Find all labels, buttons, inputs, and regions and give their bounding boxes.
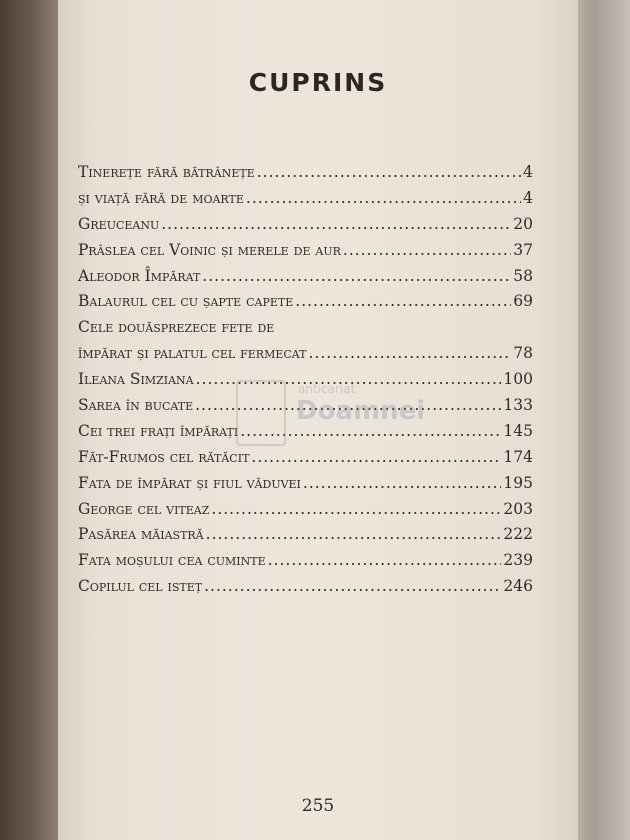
toc-entry-title: Fata de împărat și fiul văduvei <box>78 473 301 492</box>
toc-entry-page: 4 <box>523 188 533 207</box>
dot-leader <box>295 289 511 315</box>
toc-entry-title: George cel viteaz <box>78 499 210 518</box>
dot-leader <box>202 264 511 290</box>
watermark-brand-text: Doamnei <box>296 396 426 426</box>
toc-entry <box>78 289 533 315</box>
toc-entry-title: Sarea în bucate <box>78 396 194 415</box>
toc-entry-title: Fata moșului cea cuminte <box>78 551 266 570</box>
toc-entry <box>78 471 533 497</box>
toc-entry-page: 69 <box>513 292 533 311</box>
toc-entry-page: 100 <box>503 370 533 389</box>
toc-entry-page: 222 <box>503 525 533 544</box>
toc-entry <box>78 341 533 367</box>
table-of-contents <box>78 160 533 600</box>
dot-leader <box>240 419 501 445</box>
toc-entry-title: Prâslea cel Voinic și merele de aur <box>78 240 341 259</box>
toc-entry-page: 133 <box>503 396 533 415</box>
toc-entry <box>78 445 533 471</box>
dot-leader <box>211 497 501 523</box>
dot-leader <box>308 341 511 367</box>
toc-entry-title: Ileana Simziana <box>78 370 194 389</box>
toc-entry-title: și viață fără de moarte <box>78 188 244 207</box>
toc-entry-title: împărat și palatul cel fermecat <box>78 344 307 363</box>
toc-entry-title: Făt-Frumos cel rătăcit <box>78 447 250 466</box>
watermark-small-text: anticariat <box>298 382 356 396</box>
toc-entry <box>78 574 533 600</box>
page-number: 255 <box>301 796 335 816</box>
toc-entry <box>78 497 533 523</box>
dot-leader <box>206 522 502 548</box>
page-edge <box>570 0 630 840</box>
toc-entry-title: Copilul cel isteț <box>78 577 203 596</box>
toc-entry <box>78 419 533 445</box>
toc-entry <box>78 160 533 186</box>
dot-leader <box>195 393 501 419</box>
dot-leader <box>268 548 502 574</box>
dot-leader <box>343 238 511 264</box>
dot-leader <box>204 574 501 600</box>
toc-entry <box>78 264 533 290</box>
toc-entry <box>78 393 533 419</box>
toc-entry-page: 20 <box>513 214 533 233</box>
toc-entry-title: Pasărea măiastră <box>78 525 204 544</box>
dot-leader <box>161 212 511 238</box>
toc-entry-page: 246 <box>503 577 533 596</box>
toc-entry-page: 37 <box>513 240 533 259</box>
toc-entry <box>78 522 533 548</box>
toc-entry-page: 58 <box>513 266 533 285</box>
toc-entry-page: 78 <box>513 344 533 363</box>
dot-leader <box>246 186 521 212</box>
toc-entry <box>78 367 533 393</box>
book-page <box>58 0 578 840</box>
toc-entry-page: 239 <box>503 551 533 570</box>
dot-leader <box>257 160 521 186</box>
toc-entry <box>78 238 533 264</box>
toc-entry <box>78 548 533 574</box>
toc-entry <box>78 186 533 212</box>
toc-entry-title: Balaurul cel cu șapte capete <box>78 292 294 311</box>
toc-entry-title: Greuceanu <box>78 214 160 233</box>
toc-entry-title: Cele douăsprezece fete de <box>78 318 275 337</box>
dot-leader <box>303 471 502 497</box>
dot-leader <box>251 445 501 471</box>
toc-entry-title: Aleodor Împărat <box>78 266 201 285</box>
toc-entry-page: 195 <box>503 473 533 492</box>
toc-entry-title: Cei trei frați împărați <box>78 421 239 440</box>
toc-entry-page: 174 <box>503 447 533 466</box>
book-spine-shadow <box>0 0 64 840</box>
toc-entry-page: 4 <box>523 163 533 181</box>
dot-leader <box>196 367 502 393</box>
page-title: CUPRINS <box>248 68 388 97</box>
toc-entry <box>78 315 533 341</box>
toc-entry-title: Tinerețe fără bătrânețe <box>78 163 255 181</box>
toc-entry <box>78 212 533 238</box>
toc-entry-page: 145 <box>503 421 533 440</box>
toc-entry-page: 203 <box>503 499 533 518</box>
